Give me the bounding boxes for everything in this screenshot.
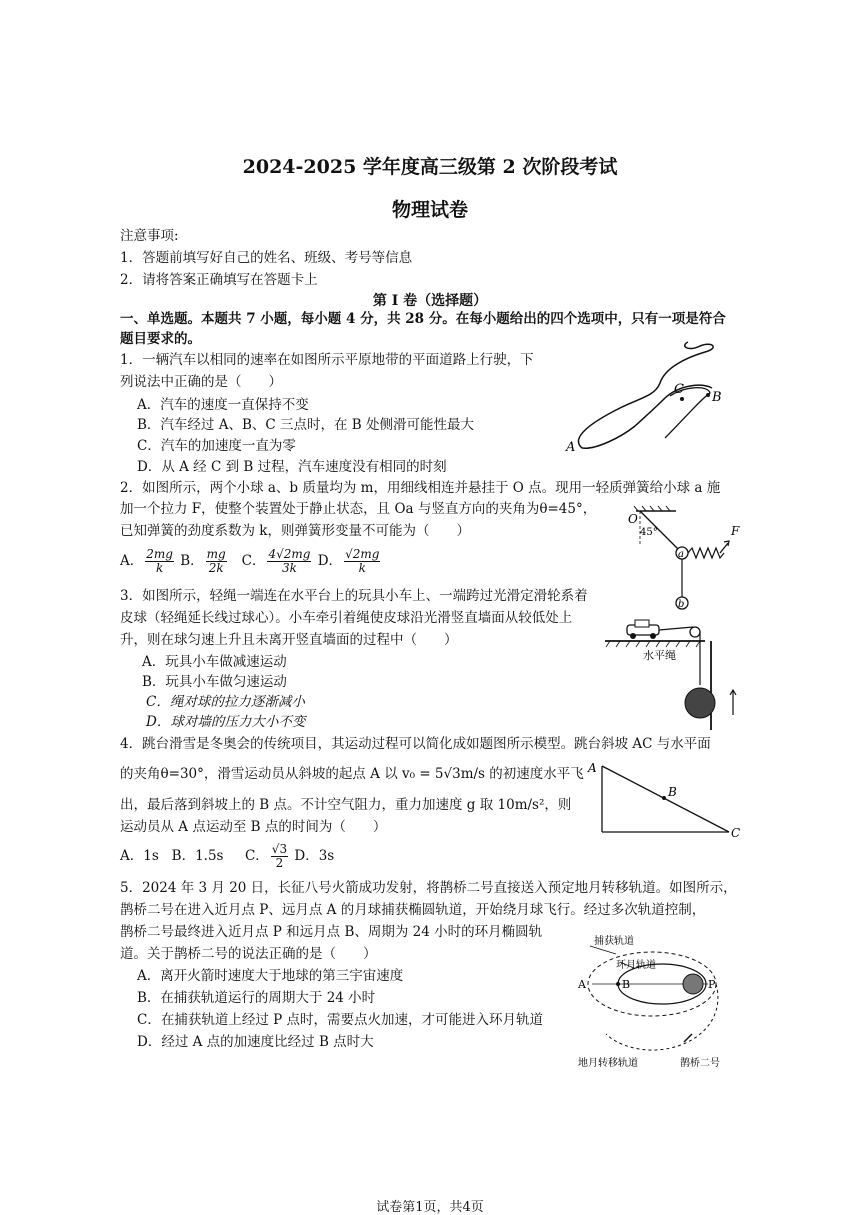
q1-option-a: A．汽车的速度一直保持不变 bbox=[137, 397, 309, 413]
q1-label-b: B bbox=[712, 390, 722, 405]
q2-opt-d-frac: $\frac{√2mg}{k}$ bbox=[345, 547, 380, 575]
section-intro: 题目要求的。 bbox=[120, 331, 201, 347]
q2-stem: 2．如图所示，两个小球 a、b 质量均为 m，用细线相连并悬挂于 O 点。现用一轻质弹簧给小球 a 施 bbox=[120, 480, 721, 496]
q2-opt-d-letter: D． bbox=[317, 553, 343, 569]
q3-option-d: D．球对墙的压力大小不变 bbox=[146, 714, 306, 730]
q2-label-o: O bbox=[628, 512, 638, 526]
q5-orbit-figure bbox=[576, 930, 746, 1072]
section-intro: 一、单选题。本题共 7 小题，每小题 4 分，共 28 分。在每小题给出的四个选项中，只有一项是符合 bbox=[120, 311, 726, 327]
q4-label-c: C bbox=[731, 826, 741, 838]
q4-option-b: B．1.5s bbox=[171, 848, 224, 864]
q5-stem: 鹊桥二号在进入近月点 P、远月点 A 的月球捕获椭圆轨道，开始绕月球飞行。经过多次轨道控制， bbox=[120, 902, 706, 918]
q2-opt-c-frac: $\frac{4√2mg}{3k}$ bbox=[268, 547, 311, 575]
q5-stem: 5．2024 年 3 月 20 日，长征八号火箭成功发射，将鹊桥二号直接送入预定地月转移轨道。如图所示， bbox=[120, 880, 737, 896]
q4-option-a: A．1s bbox=[120, 848, 159, 864]
q5-label-transfer: 地月转移轨道 bbox=[578, 1058, 638, 1069]
q1-road-figure bbox=[560, 338, 750, 460]
q4-stem: 出，最后落到斜坡上的 B 点。不计空气阻力，重力加速度 g 取 10m/s²，则 bbox=[120, 797, 572, 813]
q2-opt-c-letter: C． bbox=[241, 553, 266, 569]
q2-opt-a-frac: $\frac{2mg}{k}$ bbox=[146, 547, 173, 575]
q4-slope-figure bbox=[584, 758, 749, 838]
q1-option-b: B．汽车经过 A、B、C 三点时，在 B 处侧滑可能性最大 bbox=[137, 417, 475, 433]
exam-title: 2024-2025 学年度高三级第 2 次阶段考试 bbox=[242, 156, 618, 178]
q5-label-capture: 捕获轨道 bbox=[594, 936, 634, 947]
q5-stem: 鹊桥二号最终进入近月点 P 和远月点 B、周期为 24 小时的环月椭圆轨 bbox=[120, 924, 543, 940]
q5-option-d: D．经过 A 点的加速度比经过 B 点时大 bbox=[137, 1034, 374, 1050]
q4-label-a: A bbox=[588, 761, 597, 775]
q5-stem: 道。关于鹊桥二号的说法正确的是（ ） bbox=[120, 946, 377, 962]
q4-option-c: C． bbox=[244, 848, 269, 864]
q5-label-satellite: 鹊桥二号 bbox=[680, 1058, 720, 1069]
q5-label-b: B bbox=[622, 978, 631, 991]
q4-option-c-frac: $\frac{√3}{2}$ bbox=[271, 842, 288, 870]
q1-stem: 列说法中正确的是（ ） bbox=[120, 374, 282, 390]
q2-label-a: a bbox=[678, 549, 684, 560]
q2-spring-figure bbox=[618, 505, 758, 617]
q4-stem: 的夹角θ=30°，滑雪运动员从斜坡的起点 A 以 v₀ = 5√3m/s 的初速度水平飞 bbox=[120, 766, 584, 782]
q5-option-a: A．离开火箭时速度大于地球的第三宇宙速度 bbox=[137, 968, 404, 984]
q3-stem: 3．如图所示，轻绳一端连在水平台上的玩具小车上、一端跨过光滑定滑轮系着 bbox=[120, 588, 588, 604]
q3-wall-figure bbox=[605, 615, 755, 730]
notice-heading: 注意事项: bbox=[120, 228, 179, 244]
q1-option-c: C．汽车的加速度一直为零 bbox=[137, 438, 296, 454]
q3-stem: 皮球（轻绳延长线过球心）。小车牵引着绳使皮球沿光滑竖直墙面从较低处上 bbox=[120, 610, 573, 626]
q2-stem: 已知弹簧的劲度系数为 k，则弹簧形变量不可能为（ ） bbox=[120, 523, 470, 539]
q2-stem: 加一个拉力 F，使整个装置处于静止状态，且 Oa 与竖直方向的夹角为θ=45°， bbox=[120, 501, 597, 517]
q4-stem: 运动员从 A 点运动至 B 点的时间为（ ） bbox=[120, 819, 387, 835]
q5-label-p: P bbox=[708, 978, 716, 991]
q2-opt-b-letter: B． bbox=[180, 553, 204, 569]
q2-label-f: F bbox=[731, 524, 740, 538]
q1-stem: 1．一辆汽车以相同的速率在如图所示平原地带的平面道路上行驶，下 bbox=[120, 352, 534, 368]
exam-subtitle: 物理试卷 bbox=[391, 199, 468, 221]
q1-option-d: D．从 A 经 C 到 B 过程，汽车速度没有相同的时刻 bbox=[137, 459, 447, 475]
notice-item: 2．请将答案正确填写在答题卡上 bbox=[120, 272, 318, 288]
q3-stem: 升，则在球匀速上升且未离开竖直墙面的过程中（ ） bbox=[120, 632, 458, 648]
q5-option-c: C．在捕获轨道上经过 P 点时，需要点火加速，才可能进入环月轨道 bbox=[137, 1012, 543, 1028]
q2-opt-b-frac: $\frac{mg}{2k}$ bbox=[206, 547, 226, 575]
q2-opt-a-letter: A． bbox=[120, 553, 144, 569]
q4-stem: 4．跳台滑雪是冬奥会的传统项目，其运动过程可以简化成如题图所示模型。跳台斜坡 AC 与水平面 bbox=[120, 736, 711, 752]
q3-option-c: C．绳对球的拉力逐渐减小 bbox=[146, 694, 305, 710]
q1-label-a: A bbox=[566, 440, 576, 455]
q4-option-d: D．3s bbox=[294, 848, 335, 864]
q5-label-a: A bbox=[578, 978, 586, 991]
q1-label-c: C bbox=[674, 382, 684, 397]
q2-options bbox=[120, 544, 382, 578]
q4-options bbox=[120, 838, 334, 874]
q4-label-b: B bbox=[668, 785, 677, 799]
notice-item: 1．答题前填写好自己的姓名、班级、考号等信息 bbox=[120, 250, 413, 266]
q5-option-b: B．在捕获轨道运行的周期大于 24 小时 bbox=[137, 990, 376, 1006]
q2-label-b: b bbox=[678, 599, 685, 610]
q3-option-b: B．玩具小车做匀速运动 bbox=[142, 674, 287, 690]
page-footer: 试卷第1页，共4页 bbox=[376, 1200, 484, 1215]
q2-label-angle: 45° bbox=[640, 527, 658, 538]
q3-option-a: A．玩具小车做减速运动 bbox=[142, 654, 287, 670]
q3-label-rope: 水平绳 bbox=[643, 649, 676, 662]
q5-label-lunar: 环月轨道 bbox=[616, 960, 656, 971]
section-title: 第 I 卷（选择题） bbox=[372, 293, 488, 309]
